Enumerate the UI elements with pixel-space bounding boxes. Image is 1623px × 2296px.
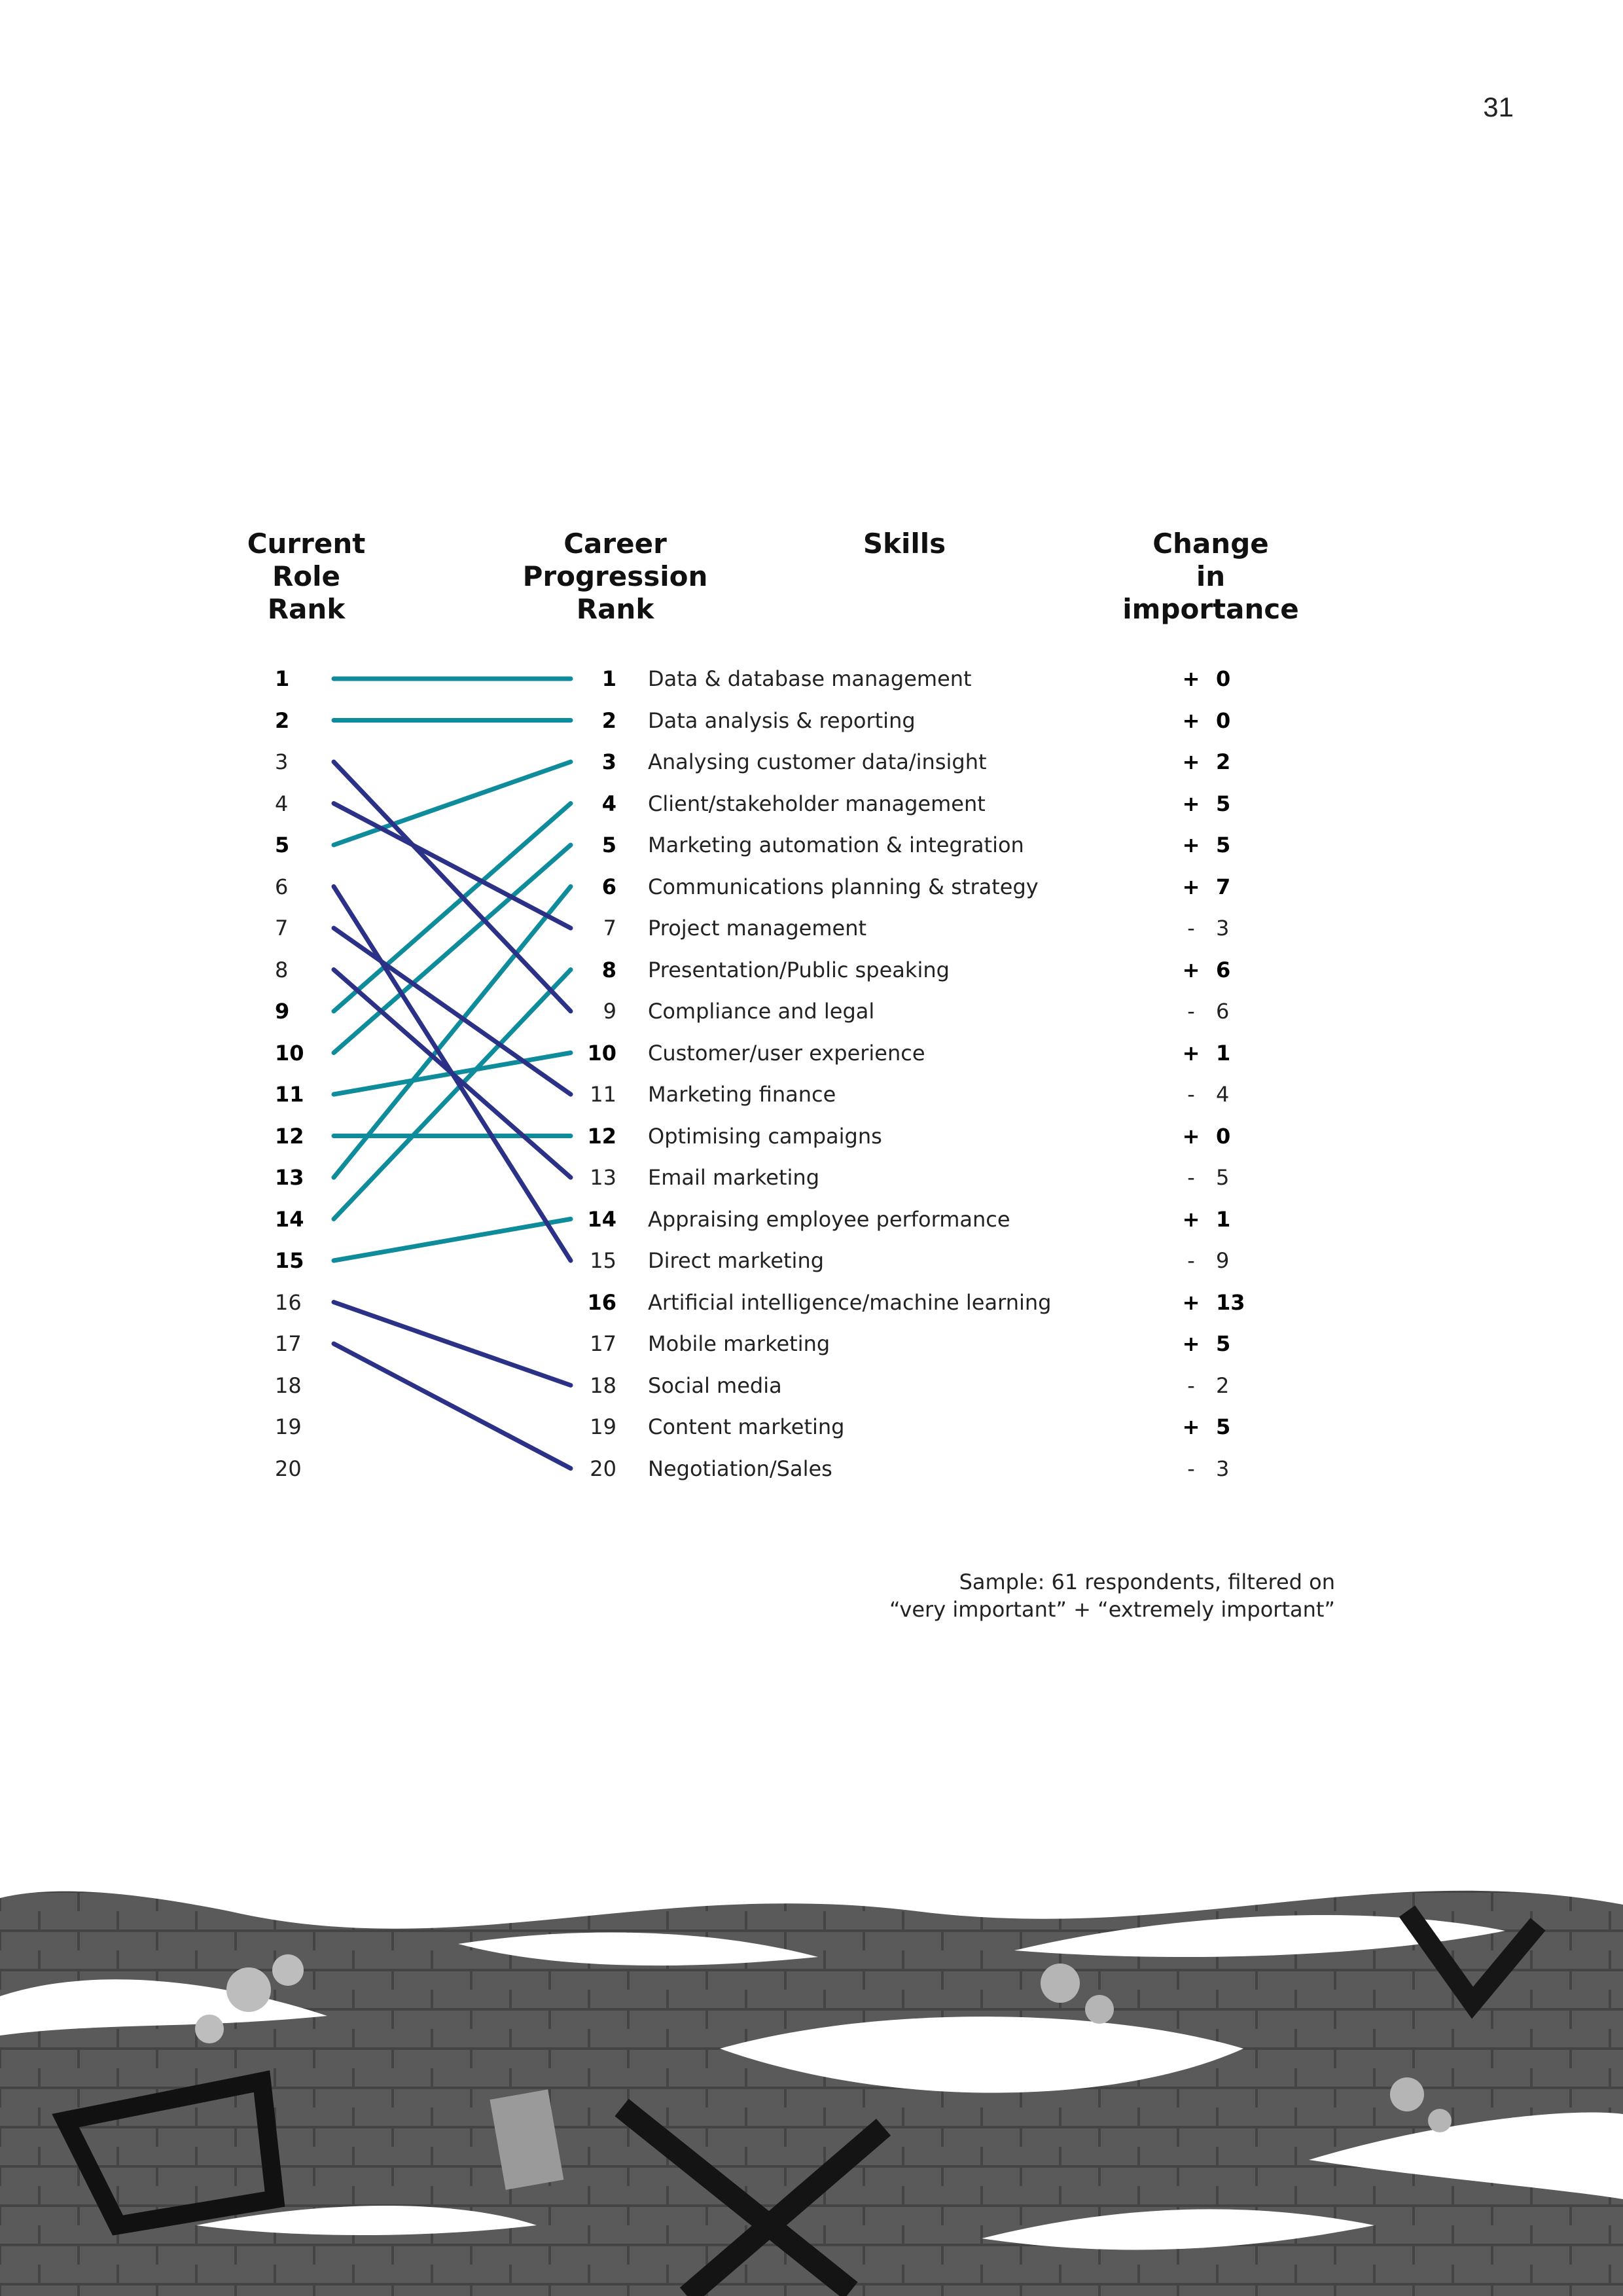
rank-change-line (334, 1219, 571, 1261)
change-sign: - (1187, 1248, 1195, 1273)
header-current-role-rank: Current Role Rank (247, 528, 366, 625)
skill-label: Mobile marketing (648, 1331, 830, 1356)
header-change-in-importance: Change in importance (1122, 528, 1299, 625)
career-rank-label: 3 (601, 749, 616, 774)
change-value: 0 (1216, 708, 1231, 733)
rank-change-line (334, 970, 571, 1219)
career-rank-label: 15 (590, 1248, 616, 1273)
skill-label: Data & database management (648, 666, 972, 691)
change-value: 5 (1216, 833, 1231, 857)
change-value: 5 (1216, 791, 1231, 816)
change-sign: + (1182, 791, 1200, 816)
header-skills: Skills (863, 528, 946, 560)
current-role-rank-label: 14 (275, 1206, 304, 1232)
skill-label: Artificial intelligence/machine learning (648, 1289, 1052, 1315)
change-value: 6 (1216, 999, 1230, 1024)
change-sign: - (1187, 1372, 1195, 1398)
career-rank-label: 1 (601, 666, 616, 691)
change-value: 4 (1216, 1082, 1230, 1107)
change-value: 2 (1216, 1372, 1230, 1398)
career-rank-label: 16 (587, 1289, 616, 1315)
skill-label: Social media (648, 1372, 782, 1398)
career-rank-label: 11 (590, 1082, 616, 1107)
skill-label: Direct marketing (648, 1248, 825, 1273)
current-role-rank-label: 19 (275, 1414, 302, 1439)
change-sign: - (1187, 1456, 1195, 1481)
career-rank-label: 18 (590, 1372, 616, 1398)
current-role-rank-label: 11 (275, 1082, 304, 1107)
change-value: 5 (1216, 1414, 1231, 1439)
change-value: 1 (1216, 1206, 1231, 1232)
change-sign: + (1182, 1289, 1200, 1315)
career-rank-label: 20 (590, 1456, 616, 1481)
career-rank-label: 2 (601, 708, 616, 733)
rank-change-line (334, 1344, 571, 1469)
current-role-rank-label: 6 (275, 874, 289, 899)
skill-label: Analysing customer data/insight (648, 749, 987, 774)
current-role-rank-label: 13 (275, 1165, 304, 1190)
skill-label: Appraising employee performance (648, 1206, 1010, 1232)
career-rank-label: 12 (587, 1123, 616, 1149)
change-sign: - (1187, 1165, 1195, 1190)
current-role-rank-label: 4 (275, 791, 289, 816)
skill-label: Negotiation/Sales (648, 1456, 832, 1481)
career-rank-label: 5 (601, 833, 616, 857)
change-sign: + (1182, 874, 1200, 899)
career-rank-label: 14 (587, 1206, 616, 1232)
header-career-progression-rank: Career Progression Rank (522, 528, 708, 625)
change-value: 3 (1216, 1456, 1230, 1481)
rank-change-line (334, 887, 571, 1261)
current-role-rank-label: 7 (275, 916, 289, 941)
change-sign: + (1182, 666, 1200, 691)
career-rank-label: 19 (590, 1414, 616, 1439)
rank-change-line (334, 1302, 571, 1386)
change-sign: - (1187, 999, 1195, 1024)
rank-change-line (334, 762, 571, 1011)
change-sign: + (1182, 957, 1200, 982)
change-sign: + (1182, 1331, 1200, 1356)
page-number: 31 (1483, 92, 1514, 122)
skill-label: Communications planning & strategy (648, 874, 1039, 899)
current-role-rank-label: 3 (275, 749, 289, 774)
change-value: 1 (1216, 1040, 1231, 1066)
skill-label: Project management (648, 916, 867, 941)
change-value: 9 (1216, 1248, 1230, 1273)
change-value: 7 (1216, 874, 1231, 899)
change-sign: + (1182, 708, 1200, 733)
current-role-rank-label: 16 (275, 1289, 302, 1315)
career-rank-label: 10 (587, 1040, 616, 1066)
career-rank-label: 6 (601, 874, 616, 899)
change-sign: - (1187, 1082, 1195, 1107)
current-role-rank-label: 17 (275, 1331, 302, 1356)
skill-label: Customer/user experience (648, 1040, 925, 1066)
current-role-rank-label: 10 (275, 1040, 304, 1066)
change-value: 5 (1216, 1165, 1230, 1190)
career-rank-label: 9 (603, 999, 616, 1024)
career-rank-label: 8 (601, 957, 616, 982)
current-role-rank-label: 20 (275, 1456, 302, 1481)
change-value: 5 (1216, 1331, 1231, 1356)
change-sign: + (1182, 1123, 1200, 1149)
skill-label: Email marketing (648, 1165, 819, 1190)
change-sign: + (1182, 1414, 1200, 1439)
rank-change-line (334, 845, 571, 1053)
career-rank-label: 4 (601, 791, 616, 816)
change-value: 0 (1216, 666, 1231, 691)
skill-label: Presentation/Public speaking (648, 957, 950, 982)
career-rank-label: 17 (590, 1331, 616, 1356)
skill-label: Optimising campaigns (648, 1123, 882, 1149)
change-sign: + (1182, 1040, 1200, 1066)
change-value: 0 (1216, 1123, 1231, 1149)
change-value: 3 (1216, 916, 1230, 941)
skill-label: Client/stakeholder management (648, 791, 986, 816)
current-role-rank-label: 8 (275, 957, 289, 982)
skill-label: Marketing automation & integration (648, 833, 1024, 857)
career-rank-label: 13 (590, 1165, 616, 1190)
change-sign: + (1182, 833, 1200, 857)
graffiti-banner-image (0, 1833, 1623, 2296)
career-rank-label: 7 (603, 916, 616, 941)
change-value: 2 (1216, 749, 1231, 774)
skill-label: Data analysis & reporting (648, 708, 916, 733)
change-sign: - (1187, 916, 1195, 941)
skill-label: Content marketing (648, 1414, 845, 1439)
current-role-rank-label: 18 (275, 1372, 302, 1398)
change-value: 13 (1216, 1289, 1245, 1315)
skill-label: Compliance and legal (648, 999, 875, 1024)
current-role-rank-label: 5 (275, 833, 290, 857)
change-value: 6 (1216, 957, 1231, 982)
current-role-rank-label: 12 (275, 1123, 304, 1149)
skill-label: Marketing finance (648, 1082, 836, 1107)
current-role-rank-label: 1 (275, 666, 290, 691)
current-role-rank-label: 9 (275, 999, 290, 1024)
current-role-rank-label: 2 (275, 708, 290, 733)
change-sign: + (1182, 749, 1200, 774)
current-role-rank-label: 15 (275, 1248, 304, 1273)
change-sign: + (1182, 1206, 1200, 1232)
sample-note: Sample: 61 respondents, filtered on “very important” + “extremely important” (889, 1570, 1335, 1622)
